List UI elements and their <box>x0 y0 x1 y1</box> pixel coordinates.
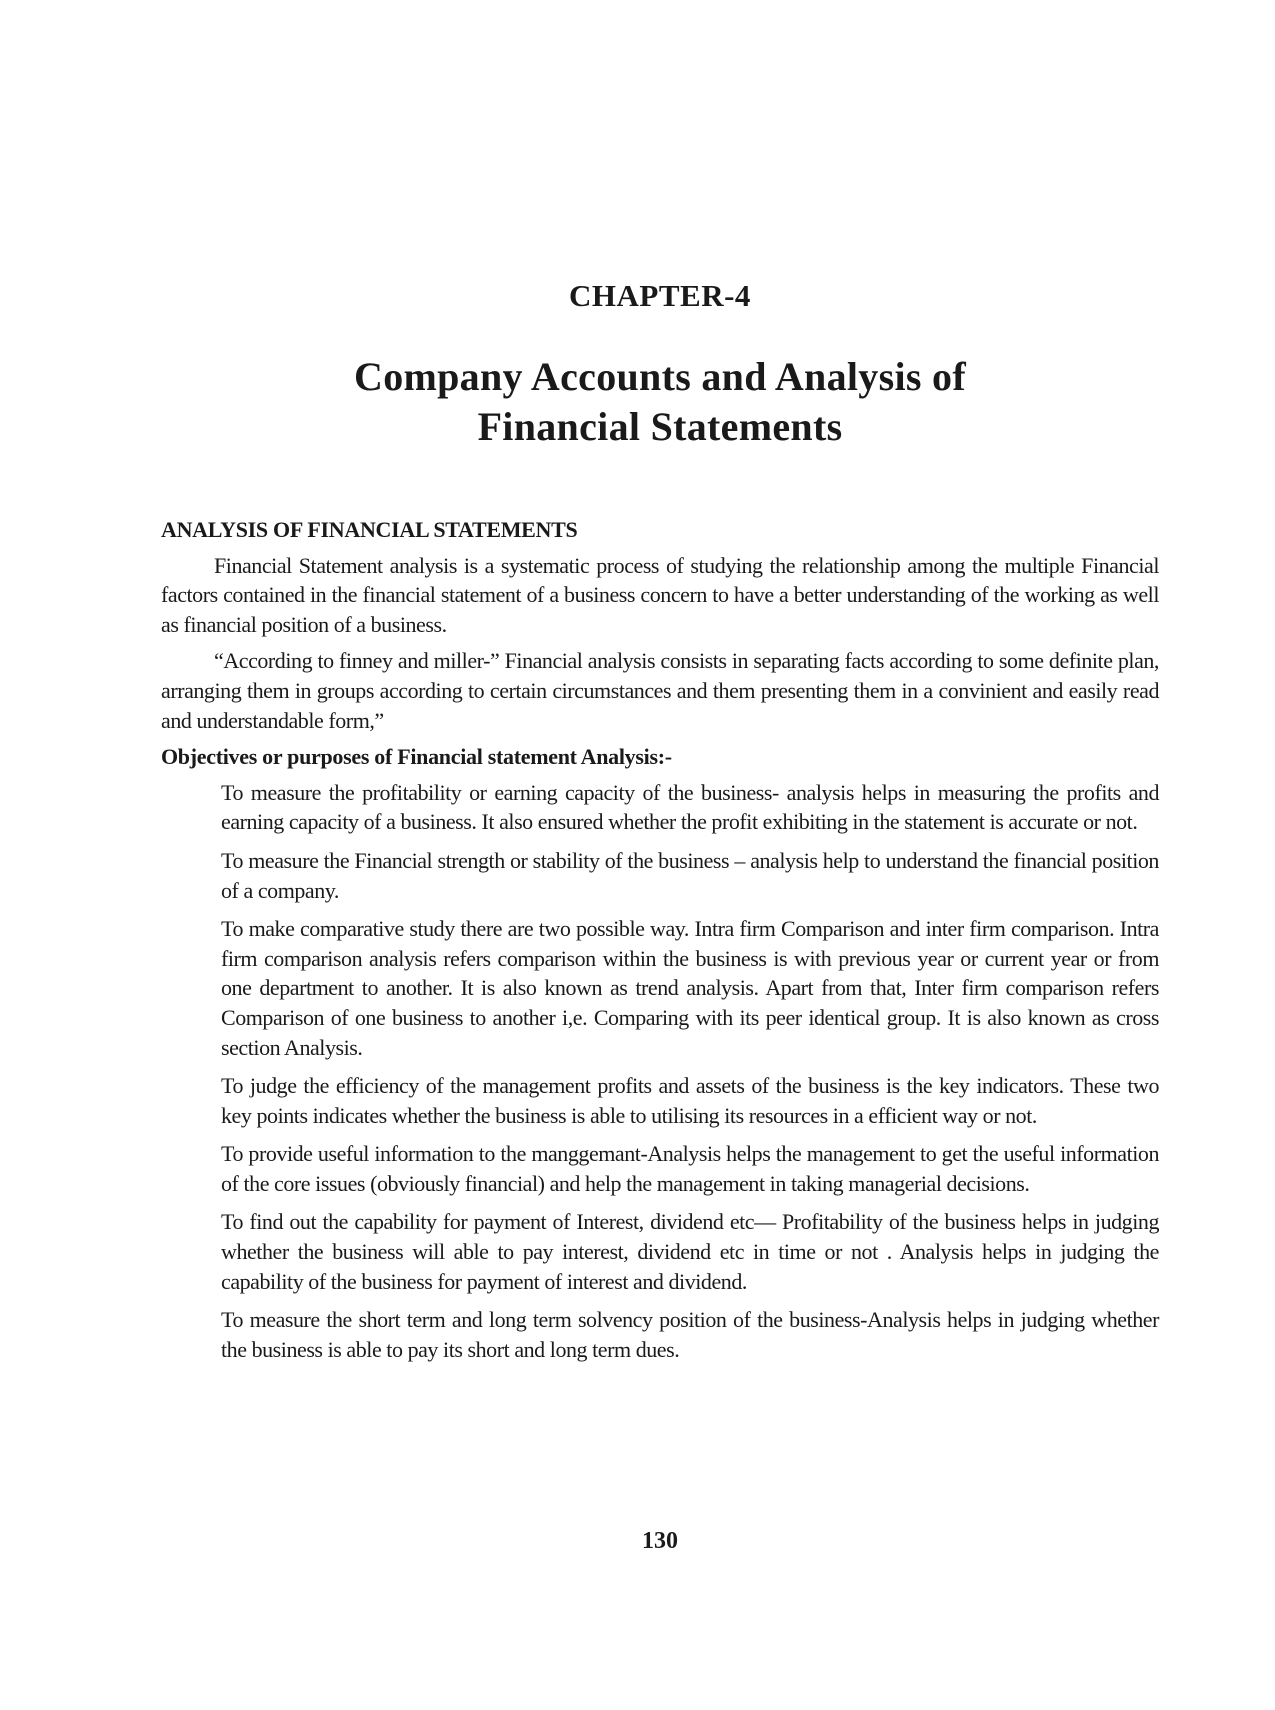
objective-item: To judge the efficiency of the management profits and assets of the business is the key indicators. These two key points indicates whether the business is able to utilising its resources in a efficient way or not. <box>221 1073 1159 1128</box>
objectives-list <box>161 778 1159 1365</box>
chapter-title-line-2: Financial Statements <box>477 404 843 449</box>
chapter-title-line-1: Company Accounts and Analysis of <box>354 354 966 399</box>
chapter-label: CHAPTER-4 <box>569 278 751 313</box>
objective-item: To find out the capability for payment of Interest, dividend etc— Profitability of the business helps in judging whether the business will able to pay interest, dividend etc in time or not . Analysis helps in judging the capability of the business for payment of interest and dividend. <box>221 1209 1159 1294</box>
page-number: 130 <box>642 1528 678 1554</box>
objective-item: To measure the Financial strength or stability of the business – analysis help to understand the financial position of a company. <box>221 847 1159 903</box>
objective-item: To measure the profitability or earning capacity of the business- analysis helps in measuring the profits and earning capacity of a business. It also ensured whether the profit exhibiting in the statement is accurate or not. <box>221 779 1159 835</box>
section-heading: ANALYSIS OF FINANCIAL STATEMENTS <box>161 517 578 542</box>
objectives-heading: Objectives or purposes of Financial statement Analysis:- <box>161 744 672 770</box>
chapter-title <box>0 352 1275 452</box>
definition-paragraph: Financial Statement analysis is a systematic process of studying the relationship among the multiple Financial factors contained in the financial statement of a business concern to have a better understanding of the working as well as financial position of a business. <box>161 552 1159 637</box>
objective-item: To measure the short term and long term solvency position of the business-Analysis helps in judging whether the business is able to pay its short and long term dues. <box>221 1307 1159 1362</box>
objective-item: To provide useful information to the manggemant-Analysis helps the management to get the useful information of the core issues (obviously financial) and help the management in taking managerial decisions. <box>221 1141 1159 1196</box>
body-content <box>161 515 1159 1373</box>
quote-paragraph: “According to finney and miller-” Financial analysis consists in separating facts according to some definite plan, arranging them in groups according to certain circumstances and them presenting them in a convinient and easily read and understandable form,” <box>161 648 1159 733</box>
objective-item: To make comparative study there are two possible way. Intra firm Comparison and inter firm comparison. Intra firm comparison analysis refers comparison within the business is with previous year or current year or from one department to another. It is also known as trend analysis. Apart from that, Inter firm comparison refers Comparison of one business to another i,e. Comparing with its peer identical group. It is also known as cross section Analysis. <box>221 916 1159 1060</box>
